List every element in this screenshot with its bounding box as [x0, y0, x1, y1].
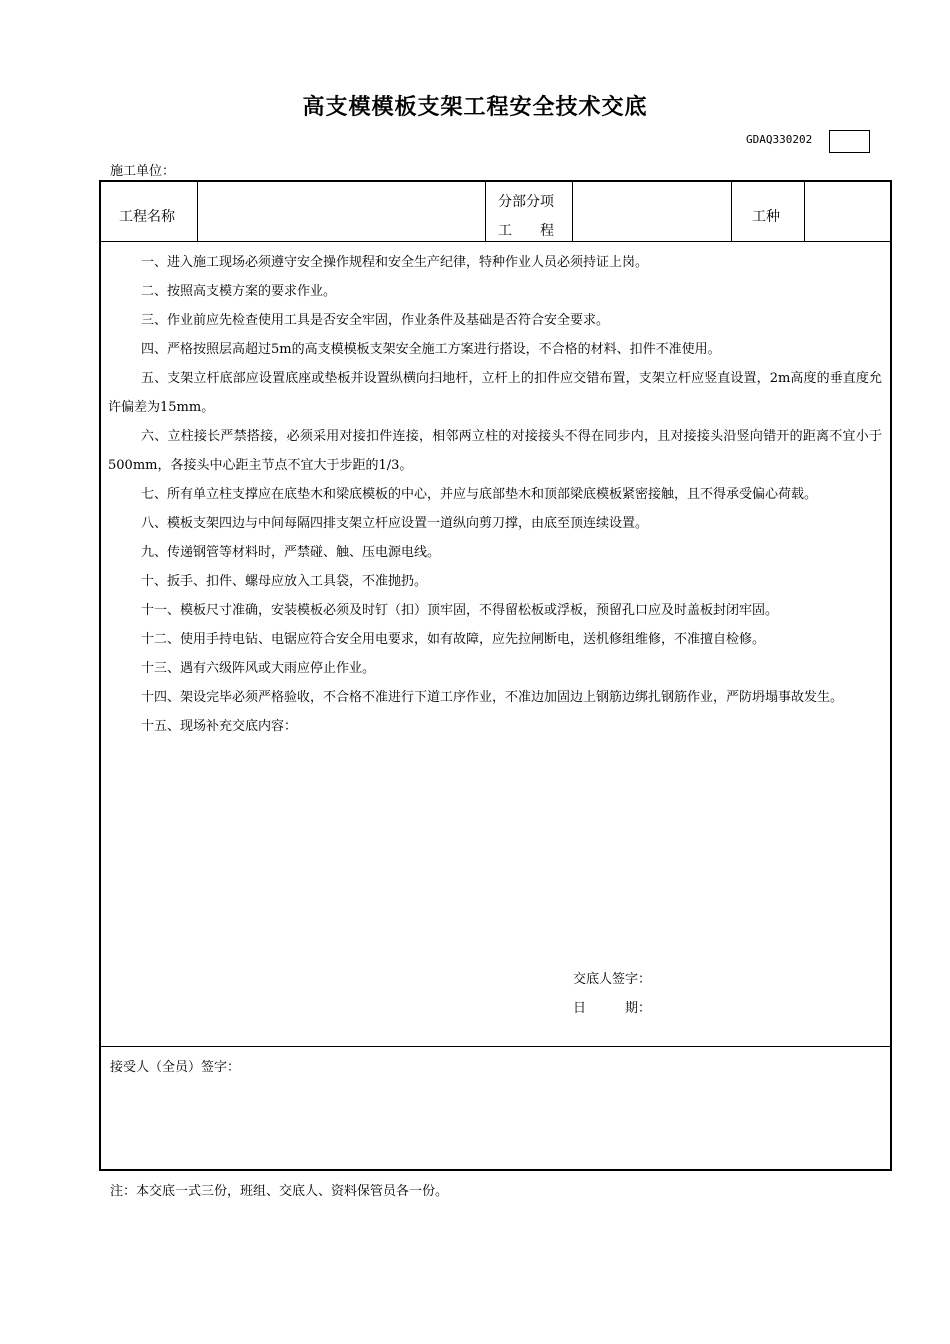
list-item: 十、扳手、扣件、螺母应放入工具袋，不准抛扔。 [141, 574, 428, 589]
column-divider [485, 182, 486, 241]
column-divider [731, 182, 732, 241]
footnote: 注：本交底一式三份，班组、交底人、资料保管员各一份。 [110, 1184, 449, 1199]
construction-unit-label: 施工单位： [110, 164, 176, 179]
list-item: 十二、使用手持电钻、电锯应符合安全用电要求，如有故障，应先拉闸断电，送机修组维修，不准擅自检修。 [141, 632, 766, 647]
discloser-sign-label: 交底人签字： [573, 972, 652, 987]
list-item: 九、传递钢管等材料时，严禁碰、触、压电源电线。 [141, 545, 441, 560]
work-type-label: 工种 [752, 209, 780, 225]
list-item: 十五、现场补充交底内容： [141, 719, 298, 734]
sub-project-label-line1: 分部分项 [498, 194, 554, 210]
disclosure-items [108, 248, 882, 741]
date-label: 日 期： [573, 1001, 652, 1016]
document-title: 高支模模板支架工程安全技术交底 [302, 95, 648, 120]
recipients-sign-area[interactable] [101, 1082, 890, 1167]
row-divider [101, 1046, 890, 1047]
list-item: 三、作业前应先检查使用工具是否安全牢固，作业条件及基础是否符合安全要求。 [141, 313, 610, 328]
form-code-box[interactable] [829, 130, 870, 153]
project-name-label: 工程名称 [119, 209, 175, 225]
recipients-sign-label: 接受人（全员）签字： [110, 1060, 241, 1075]
sub-project-label-line2: 工 程 [498, 223, 554, 239]
list-item: 六、立柱接长严禁搭接，必须采用对接扣件连接，相邻两立柱的对接接头不得在同步内，且对接接头沿竖向错开的距离不宜小于500mm，各接头中心距主节点不宜大于步距的1/3。 [108, 429, 882, 473]
list-item: 一、进入施工现场必须遵守安全操作规程和安全生产纪律，特种作业人员必须持证上岗。 [141, 255, 649, 270]
work-type-field[interactable] [805, 182, 890, 241]
list-item: 八、模板支架四边与中间每隔四排支架立杆应设置一道纵向剪刀撑，由底至顶连续设置。 [141, 516, 649, 531]
sub-project-field[interactable] [573, 182, 731, 241]
list-item: 十一、模板尺寸准确，安装模板必须及时钉（扣）顶牢固，不得留松板或浮板，预留孔口应及时盖板封闭牢固。 [141, 603, 779, 618]
row-divider [101, 241, 890, 242]
disclosure-table [99, 180, 892, 1171]
list-item: 二、按照高支模方案的要求作业。 [141, 284, 337, 299]
project-name-field[interactable] [198, 182, 485, 241]
list-item: 十三、遇有六级阵风或大雨应停止作业。 [141, 661, 376, 676]
list-item: 四、严格按照层高超过5m的高支模模板支架安全施工方案进行搭设，不合格的材料、扣件不准使用。 [141, 342, 721, 357]
list-item: 七、所有单立柱支撑应在底垫木和梁底模板的中心，并应与底部垫木和顶部梁底模板紧密接触，且不得承受偏心荷载。 [141, 487, 818, 502]
list-item: 十四、架设完毕必须严格验收，不合格不准进行下道工序作业，不准边加固边上钢筋边绑扎钢筋作业，严防坍塌事故发生。 [141, 690, 844, 705]
form-code: GDAQ330202 [746, 133, 813, 146]
list-item: 五、支架立杆底部应设置底座或垫板并设置纵横向扫地杆，立杆上的扣件应交错布置，支架立杆应竖直设置，2m高度的垂直度允许偏差为15mm。 [108, 371, 882, 415]
